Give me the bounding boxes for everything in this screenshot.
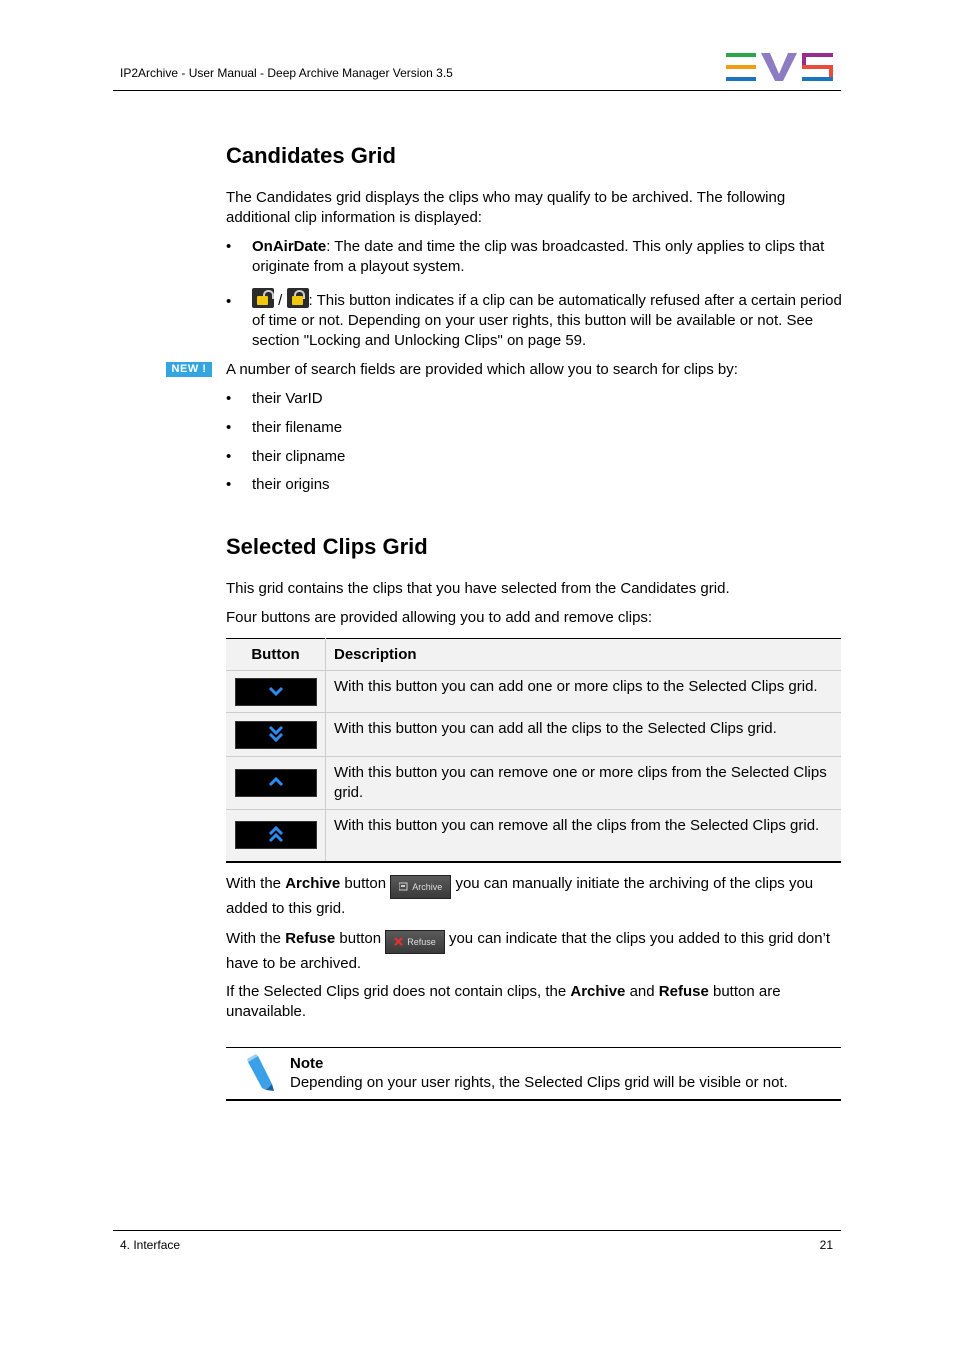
table-row xyxy=(226,757,841,810)
remove-all-button[interactable] xyxy=(235,821,317,849)
chevron-up-icon xyxy=(267,773,285,791)
onairdate-text: : The date and time the clip was broadcasted. This only applies to clips that originate from a playout system. xyxy=(252,238,825,275)
pencil-icon xyxy=(244,1054,276,1092)
selected-p2: Four buttons are provided allowing you to add and remove clips: xyxy=(226,609,653,626)
note-box xyxy=(226,1047,841,1101)
buttons-table xyxy=(226,638,841,863)
double-chevron-down-icon xyxy=(267,725,285,743)
col-button-header: Button xyxy=(226,639,326,671)
table-row xyxy=(226,713,841,757)
table-row xyxy=(226,671,841,713)
onairdate-term: OnAirDate xyxy=(252,238,327,255)
footer-page-number: 21 xyxy=(819,1238,833,1252)
remove-selected-button[interactable] xyxy=(235,769,317,797)
search-intro: A number of search fields are provided which allow you to search for clips by: xyxy=(226,361,738,378)
red-x-icon xyxy=(394,937,403,946)
archive-button[interactable]: Archive xyxy=(390,875,451,899)
header-rule xyxy=(113,90,841,91)
note-title: Note xyxy=(290,1055,324,1072)
footer-section: 4. Interface xyxy=(120,1238,181,1252)
unavailable-paragraph: If the Selected Clips grid does not contain clips, the Archive and Refuse button are unavailable. xyxy=(226,983,781,1020)
locked-icon[interactable] xyxy=(287,288,309,308)
refuse-paragraph: With the Refuse button Refuse you can indicate that the clips you added to this grid don’t have to be archived. xyxy=(226,930,831,972)
double-chevron-up-icon xyxy=(267,825,285,843)
table-header-row xyxy=(226,639,841,671)
lock-separator: / xyxy=(278,292,283,309)
selected-p1: This grid contains the clips that you have selected from the Candidates grid. xyxy=(226,580,730,597)
candidates-heading: Candidates Grid xyxy=(226,143,396,168)
archive-icon xyxy=(399,882,408,891)
row-description: With this button you can add one or more clips to the Selected Clips grid. xyxy=(326,671,842,713)
add-selected-button[interactable] xyxy=(235,678,317,706)
chevron-down-icon xyxy=(267,682,285,700)
table-row xyxy=(226,810,841,862)
page-header-title: IP2Archive - User Manual - Deep Archive Manager Version 3.5 xyxy=(120,66,453,80)
refuse-button[interactable]: Refuse xyxy=(385,930,445,954)
footer-rule xyxy=(113,1230,841,1231)
archive-paragraph: With the Archive button Archive you can manually initiate the archiving of the clips you added to this grid. xyxy=(226,875,814,917)
candidates-intro: The Candidates grid displays the clips who may qualify to be archived. The following additional clip information is displayed: xyxy=(226,189,786,226)
refuse-term: Refuse xyxy=(285,930,336,947)
row-description: With this button you can remove one or more clips from the Selected Clips grid. xyxy=(326,757,842,810)
note-body: Depending on your user rights, the Selected Clips grid will be visible or not. xyxy=(290,1074,788,1091)
evs-logo xyxy=(726,52,834,82)
selected-heading: Selected Clips Grid xyxy=(226,534,428,559)
row-description: With this button you can add all the clips to the Selected Clips grid. xyxy=(326,713,842,757)
row-description: With this button you can remove all the clips from the Selected Clips grid. xyxy=(326,810,842,862)
unlocked-icon[interactable] xyxy=(252,288,274,308)
new-badge: NEW ! xyxy=(166,362,212,377)
col-description-header: Description xyxy=(326,639,842,671)
archive-term: Archive xyxy=(285,875,341,892)
add-all-button[interactable] xyxy=(235,721,317,749)
lock-text: : This button indicates if a clip can be automatically refused after a certain period of time or not. Depending on your user rights, this button will be available or not. See section "Locking and Unlocking Clips" on page 59. xyxy=(252,292,842,349)
